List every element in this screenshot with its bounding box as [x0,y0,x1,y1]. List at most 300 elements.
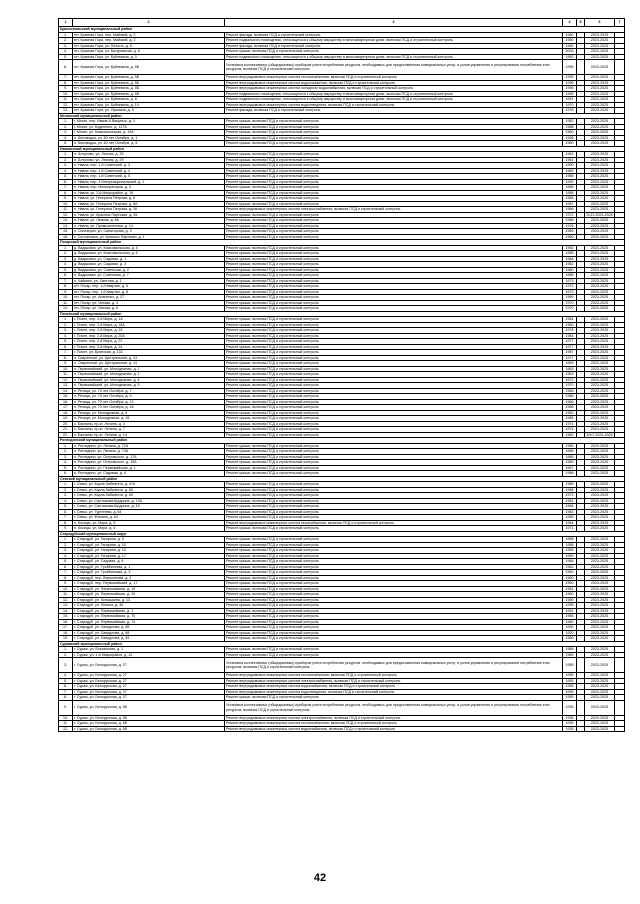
year-cell: 1980 [563,619,577,625]
address-cell: пгт. Красная Гора, ул. Буйневича, д. 8 [73,97,225,103]
row-number-cell: 3. [59,548,73,554]
address-cell: с. Салтановка, ул. Красных Партизан, д. 1 [73,234,225,240]
year-cell: 1985 [563,416,577,422]
period-cell: 2023-2025 [585,339,615,345]
work-type-cell: Ремонт крыши, включая ПСД и строительный контроль [225,185,563,191]
period-cell: 2023-2025 [585,218,615,224]
address-cell: п. Первомайский, ул. Молодежная, д. 5 [73,383,225,389]
work-type-cell: Ремонт крыши, включая ПСД и строительный контроль [225,570,563,576]
address-cell: п. Косицы, ул. Мира, д. 6 [73,526,225,532]
section-title: Суражский муниципальный район [59,641,625,647]
period-cell: 2023-2025 [585,278,615,284]
year-cell: 1958 [563,135,577,141]
row-number-cell: 14. [59,223,73,229]
address-cell: пгт. Красная Гора, пер. Майский, д. 2 [73,38,225,44]
section-title: Краснопольский муниципальный район [59,27,625,33]
row-number-cell: 7. [59,350,73,356]
table-row [59,726,625,732]
row-number-cell: 5. [59,141,73,147]
year-cell: 1965 [563,388,577,394]
row-number-cell: 18. [59,630,73,636]
period-cell: 2023-2025 [585,726,615,732]
row-number-cell: 10. [59,366,73,372]
work-type-cell: Ремонт крыши, включая ПСД и строительный контроль [225,174,563,180]
work-type-cell: Ремонт крыши, включая ПСД и строительный контроль [225,564,563,570]
period-cell: 2023-2025 [585,179,615,185]
address-cell: г. Стародуб, ул. Первомайская, д. 70 [73,614,225,620]
address-cell: г. Почеп, пер. 2-й Мира, д. 18А [73,322,225,328]
row-number-cell: 3. [59,43,73,49]
year-cell: 1973 [563,289,577,295]
period-cell: 2023-2025 [585,460,615,466]
period-cell: 2023-2025 [585,207,615,213]
address-cell: п. Навля, пер. 1-й Советский, д. 5 [73,174,225,180]
year-cell: 1970 [563,306,577,312]
period-cell: 2023-2025 [585,608,615,614]
year-cell: 1985 [563,251,577,257]
row-number-cell: 1. [59,152,73,158]
address-cell: г. Стародуб, ул. Колышкина, д. 13 [73,597,225,603]
address-cell: п. Алтухово, ул. Лесная, д. 25 [73,152,225,158]
year-cell: 1988 [563,487,577,493]
year-cell: 1984 [563,333,577,339]
address-cell: г. Стародуб, ул. Свердлова, д. 49 [73,636,225,642]
period-cell: 2023-2025 [585,284,615,290]
work-type-cell: Ремонт подвального помещения, относящегося к общему имуществу в многоквартирном доме, включая ПСД и строительный контроль [225,97,563,103]
work-type-cell: Ремонт крыши, включая ПСД и строительный контроль [225,339,563,345]
work-type-cell: Ремонт крыши, включая ПСД и строительный контроль [225,196,563,202]
header-cell: 6 [585,19,615,27]
address-cell: пгт. Погар, пер. 1-й Квартал, д. 8 [73,289,225,295]
work-type-cell: Ремонт крыши, включая ПСД и строительный контроль [225,218,563,224]
address-cell: г. Стародуб, ул. Гагарина, д. 10 [73,542,225,548]
row-number-cell: 13. [59,218,73,224]
row-number-cell: 13. [59,603,73,609]
year-cell: 1971 [563,526,577,532]
period-cell: 2023-2025 [585,75,615,81]
row-number-cell: 6. [59,60,73,75]
address-cell: г. Сураж, ул. 1-й Микрорайон, д. 12 [73,652,225,658]
period-cell: 2023-2025 [585,498,615,504]
period-cell: 2023-2025 [585,520,615,526]
address-cell: г. Стародуб, ул. Свердлова, д. 86 [73,625,225,631]
year-cell: 1982 [563,262,577,268]
year-cell: 1972 [563,284,577,290]
address-cell: пгт. Красная Гора, ул. Буйневича, д. 5Б [73,80,225,86]
work-type-cell: Ремонт крыши, включая ПСД и строительный контроль [225,223,563,229]
row-number-cell: 10. [59,91,73,97]
address-cell: г. Стародуб, ул. Первомайская, д. 1 [73,608,225,614]
period-cell: 2023-2025 [585,465,615,471]
header-cell: 7 [615,19,625,27]
work-type-cell: Ремонт внутридомовых инженерных систем водоснабжения, включая ПСД и строительный контроль [225,684,563,690]
work-type-cell: Ремонт крыши, включая ПСД и строительный контроль [225,575,563,581]
period-cell: 2023-2025 [585,317,615,323]
row-number-cell: 2. [59,322,73,328]
period-cell: 2023-2025 [585,196,615,202]
work-type-cell: Ремонт крыши, включая ПСД и строительный контроль [225,427,563,433]
row-number-cell: 21. [59,427,73,433]
year-cell: 1980 [563,432,577,438]
row-number-cell: 12. [59,597,73,603]
period-cell: 2023-2025 [585,625,615,631]
year-cell: 1989 [563,168,577,174]
address-cell: г. Стародуб, ул. Ленина, д. 35 [73,603,225,609]
work-type-cell: Ремонт крыши, включая ПСД и строительный контроль [225,361,563,367]
period-cell: 2023-2025 [585,509,615,515]
year-cell: 1955 [563,658,577,673]
work-type-cell: Ремонт крыши, включая ПСД и строительный контроль [225,289,563,295]
year-cell: 1982 [563,119,577,125]
year-cell: 1960 [563,581,577,587]
section-title: Мглинский муниципальный район [59,113,625,119]
year-cell: 1995 [563,91,577,97]
address-cell: г. Сураж, ул. Белорусская, д. 58 [73,715,225,721]
year-cell: 1989 [563,229,577,235]
row-number-cell: 8. [59,355,73,361]
work-type-cell: Ремонт внутридомовых инженерных систем теплоснабжения, включая ПСД и строительный контроль [225,75,563,81]
period-cell: 2023-2025 [585,38,615,44]
row-number-cell: 9. [59,361,73,367]
period-cell: 2023-2025 [585,174,615,180]
row-number-cell: 6. [59,471,73,477]
year-cell: 1963 [563,372,577,378]
period-cell: 2023-2025 [585,603,615,609]
work-type-cell: Ремонт крыши, включая ПСД и строительный контроль [225,399,563,405]
row-number-cell: 8. [59,284,73,290]
work-type-cell: Ремонт крыши, включая ПСД и строительный контроль [225,586,563,592]
period-cell: 2023-2025 [585,658,615,673]
address-cell: пгт. Красная Гора, ул. Батуровская, д. 6 [73,49,225,55]
year-cell: 1984 [563,196,577,202]
address-cell: пгт. Погар, ул. Чехова, д. 4 [73,300,225,306]
address-cell: п. Речица, ул. 70 лет Октября, д. 9 [73,394,225,400]
period-cell: 2023-2025 [585,234,615,240]
row-number-cell: 7. [59,515,73,521]
period-cell: 2023-2025 [585,333,615,339]
work-type-cell: Ремонт крыши, включая ПСД и строительный контроль [225,509,563,515]
period-cell: 2023-2025 [585,559,615,565]
work-type-cell: Ремонт крыши, включая ПСД и строительный контроль [225,608,563,614]
address-cell: г. Стародуб, ул. Гагарина, д. 9 [73,537,225,543]
address-cell: п. Рогнедино, ул. Островского, д. 17А [73,454,225,460]
period-cell: 2023-2025 [585,306,615,312]
work-type-cell: Ремонт крыши, включая ПСД и строительный контроль [225,647,563,653]
row-number-cell: 12. [59,212,73,218]
period-cell: 2023-2025 [585,689,615,695]
work-type-cell: Установка коллективных (общедомовых) приборов учета потребления ресурсов, необходимых для предоставления коммунальных услуг, и узлов управления и регулирования потребления этих ресурсов, включая ПСД и строительный контроль [225,658,563,673]
row-number-cell: 3. [59,163,73,169]
row-number-cell: 11. [59,721,73,727]
work-type-cell: Ремонт крыши, включая ПСД и строительный контроль [225,416,563,422]
period-cell: 2023-2025 [585,597,615,603]
row-number-cell: 1. [59,482,73,488]
year-cell: 1989 [563,597,577,603]
period-cell: 2023-2025 [585,163,615,169]
row-number-cell: 11. [59,372,73,378]
address-cell: п. Навля, пер. 1-й Советский, д. 4 [73,168,225,174]
period-cell: 2023-2025 [585,361,615,367]
empty-cell [577,726,585,732]
year-cell: 1965 [563,454,577,460]
section-title: Рогнединский муниципальный район [59,438,625,444]
row-number-cell: 12. [59,102,73,108]
header-cell: 2 [73,19,225,27]
period-cell: 2023-2025 [585,542,615,548]
period-cell: 2023-2025 [585,553,615,559]
work-type-cell: Ремонт крыши, включая ПСД и строительный контроль [225,234,563,240]
period-cell: 2023-2025 [585,673,615,679]
row-number-cell: 2. [59,652,73,658]
row-number-cell: 2. [59,157,73,163]
address-cell: д. Вадьковка, ул. Комсомольская, д. 6 [73,251,225,257]
period-cell: 2023-2025 [585,427,615,433]
year-cell: 1991 [563,97,577,103]
work-type-cell: Ремонт крыши, включая ПСД и строительный контроль [225,597,563,603]
address-cell: д. Вадьковка, ул. Советская, д. 2 [73,267,225,273]
work-type-cell: Ремонт крыши, включая ПСД и строительный контроль [225,190,563,196]
work-type-cell: Ремонт крыши, включая ПСД и строительный контроль [225,592,563,598]
period-cell: 2023-2025 [585,647,615,653]
year-cell: 1982 [563,43,577,49]
period-cell: 2023-2025 [585,652,615,658]
work-type-cell: Ремонт крыши, включая ПСД и строительный контроль [225,295,563,301]
work-type-cell: Ремонт внутридомовых инженерных систем газоснабжения, включая ПСД и строительный контроль [225,520,563,526]
row-number-cell: 12. [59,306,73,312]
period-cell: 2023-2025 [585,410,615,416]
work-type-cell: Ремонт крыши, включая ПСД и строительный контроль [225,201,563,207]
work-type-cell: Ремонт крыши, включая ПСД и строительный контроль [225,432,563,438]
work-type-cell: Ремонт крыши, включая ПСД и строительный контроль [225,267,563,273]
address-cell: г. Почеп, пер. 2-й Мира, д. 24 [73,344,225,350]
period-cell: 2023-2025 [585,328,615,334]
period-cell: 2023-2025 [585,273,615,279]
row-number-cell: 1. [59,119,73,125]
year-cell: 1966 [563,449,577,455]
address-cell: п. Навля, ул. Красных Партизан, д. 26 [73,212,225,218]
address-cell: г. Мглин, ул. Буденного, д. 127А [73,124,225,130]
period-cell: 2023-2025 [585,399,615,405]
period-cell: 2023-2025 [585,482,615,488]
address-cell: п. Рогнедино, ул. Островского, д. 19А [73,460,225,466]
row-number-cell: 19. [59,416,73,422]
row-number-cell: 1. [59,647,73,653]
period-cell: 2023-2025 [585,49,615,55]
work-type-cell: Ремонт крыши, включая ПСД и строительный контроль [225,317,563,323]
year-cell: 1970 [563,102,577,108]
work-type-cell: Ремонт внутридомовых инженерных систем теплоснабжения, включая ПСД и строительный контроль [225,673,563,679]
work-type-cell: Ремонт крыши, включая ПСД и строительный контроль [225,388,563,394]
work-type-cell: Ремонт внутридомовых инженерных систем водоснабжения, включая ПСД и строительный контроль [225,80,563,86]
period-cell: 2023-2025 [585,537,615,543]
row-number-cell: 5. [59,267,73,273]
row-number-cell: 9. [59,86,73,92]
period-cell: 2023-2025 [585,86,615,92]
period-cell: 2023-2025 [585,201,615,207]
year-cell: 1977 [563,339,577,345]
work-type-cell: Ремонт крыши, включая ПСД и строительный контроль [225,537,563,543]
year-cell: 1982 [563,570,577,576]
year-cell: 1981 [563,586,577,592]
row-number-cell: 16. [59,619,73,625]
work-type-cell: Ремонт крыши, включая ПСД и строительный контроль [225,377,563,383]
period-cell: 2023-2025 [585,256,615,262]
year-cell: 1982 [563,32,577,38]
year-cell: 1995 [563,60,577,75]
year-cell: 1960 [563,592,577,598]
row-number-cell: 6. [59,564,73,570]
section-title: Стародубский муниципальный округ [59,531,625,537]
period-cell: 2023-2025 [585,575,615,581]
year-cell: 1978 [563,328,577,334]
work-type-cell: Ремонт внутридомовых инженерных систем холодного водоснабжения, включая ПСД и строительный контроль [225,86,563,92]
work-type-cell: Ремонт крыши, включая ПСД и строительный контроль [225,251,563,257]
year-cell: 1986 [563,185,577,191]
period-cell: 2023-2025 [585,355,615,361]
year-cell: 1985 [563,190,577,196]
row-number-cell: 3. [59,454,73,460]
address-cell: п. Первомайский, ул. Молодежная, д. 2 [73,372,225,378]
period-cell: 2023-2025 [585,80,615,86]
work-type-cell: Ремонт крыши, включая ПСД и строительный контроль [225,179,563,185]
address-cell: п. Рогнедино, ул. Ленина, д. 72А [73,443,225,449]
address-cell: д. Вадьковка, ул. Садовая, д. 3 [73,262,225,268]
year-cell: 1962 [563,564,577,570]
period-cell: 2023-2025 [585,515,615,521]
period-cell: 2023-2025 [585,168,615,174]
row-number-cell: 5. [59,504,73,510]
row-number-cell: 5. [59,174,73,180]
row-number-cell: 5. [59,339,73,345]
section-title: Почепский муниципальный район [59,311,625,317]
year-cell: 1965 [563,394,577,400]
period-cell: 2023-2025 [585,262,615,268]
work-type-cell: Ремонт крыши, включая ПСД и строительный контроль [225,449,563,455]
row-number-cell: 6. [59,344,73,350]
work-type-cell: Ремонт крыши, включая ПСД и строительный контроль [225,465,563,471]
period-cell: 2023-2025 [585,130,615,136]
period-cell: 2023-2025 [585,454,615,460]
year-cell: 1984 [563,504,577,510]
address-cell: с. Бакланы, пр-кт. Ленина, д. 7 [73,427,225,433]
period-cell: 2007 2023-2025 [586,432,613,437]
address-cell: г. Стародуб, пер. Лермонтова, д. 2 [73,575,225,581]
work-type-cell: Ремонт крыши, включая ПСД и строительный контроль [225,350,563,356]
year-cell: 1984 [563,317,577,323]
row-number-cell: 7. [59,185,73,191]
row-number-cell: 11. [59,300,73,306]
row-number-cell: 12. [59,377,73,383]
row-number-cell: 14. [59,388,73,394]
row-number-cell: 4. [59,262,73,268]
work-type-cell: Ремонт крыши, включая ПСД и строительный контроль [225,333,563,339]
address-cell: п. Речица, ул. 70 лет Октября, д. 7 [73,388,225,394]
year-cell: 1972 [563,212,577,218]
period-cell: 2023-2025 [585,388,615,394]
work-type-cell: Ремонт подвального помещения, относящегося к общему имуществу в многоквартирном доме, включая ПСД и строительный контроль [225,54,563,60]
empty-cell [615,700,625,715]
address-cell: п. Речица, ул. 70 лет Октября, д. 13 [73,399,225,405]
work-type-cell: Ремонт крыши, включая ПСД и строительный контроль [225,262,563,268]
address-cell: п. Первомайский, ул. Молодежная, д. 4 [73,377,225,383]
address-cell: г. Стародуб, ул. Тройбинская, д. 1 [73,564,225,570]
row-number-cell: 1. [59,443,73,449]
work-type-cell: Ремонт крыши, включая ПСД и строительный контроль [225,542,563,548]
address-cell: г. Севск, ул. Салтыкова-Щедрина, д. 13А [73,498,225,504]
row-number-cell: 4. [59,460,73,466]
year-cell: 1995 [563,86,577,92]
row-number-cell: 7. [59,278,73,284]
row-number-cell: 4. [59,135,73,141]
address-cell: г. Сураж, ул. Белорусская, д. 27 [73,673,225,679]
year-cell: 1983 [563,509,577,515]
address-cell: п. Навля, ул. Генерала Петрова, д. 6А [73,201,225,207]
address-cell: пгт. Погар, ул. Ананенко, д. 27 [73,295,225,301]
year-cell: 1988 [563,124,577,130]
address-cell: г. Севск, ул. Тургенева, д. 64 [73,509,225,515]
work-type-cell: Ремонт крыши, включая ПСД и строительный контроль [225,355,563,361]
header-cell: 1 [59,19,73,27]
work-type-cell: Ремонт крыши, включая ПСД и строительный контроль [225,487,563,493]
year-cell: 1981 [563,498,577,504]
work-type-cell: Ремонт крыши, включая ПСД и строительный контроль [225,141,563,147]
row-number-cell: 3. [59,328,73,334]
row-number-cell: 7. [59,75,73,81]
period-cell: 2023-2025 [585,119,615,125]
year-cell: 1976 [563,223,577,229]
address-cell: г. Сураж, ул. Белорусская, д. 27 [73,678,225,684]
period-cell: 2023-2025 [585,135,615,141]
year-cell: 1987 [563,201,577,207]
work-type-cell: Ремонт крыши, включая ПСД и строительный контроль [225,504,563,510]
address-cell: г. Сураж, ул. Белорусская, д. 58 [73,700,225,715]
period-cell: 2023-2025 [585,372,615,378]
work-type-cell: Ремонт крыши, включая ПСД и строительный контроль [225,157,563,163]
year-cell: 1995 [563,75,577,81]
row-number-cell: 2. [59,251,73,257]
work-type-cell: Ремонт крыши, включая ПСД и строительный контроль [225,135,563,141]
row-number-cell: 5. [59,678,73,684]
address-cell: г. Сураж, ул. Белорусская, д. 27 [73,695,225,701]
address-cell: г. Почеп, ул. Брянская, д. 102 [73,350,225,356]
period-cell: 2023-2025 [585,102,615,108]
year-cell: 1983 [563,410,577,416]
period-cell: 2023-2025 [585,60,615,75]
work-type-cell: Ремонт крыши, включая ПСД и строительный контроль [225,152,563,158]
year-cell: 1955 [563,684,577,690]
period-cell: 2023-2025 [585,636,615,642]
row-number-cell: 4. [59,333,73,339]
row-number-cell: 8. [59,520,73,526]
work-type-cell: Ремонт крыши, включая ПСД и строительный контроль [225,229,563,235]
row-number-cell: 13. [59,108,73,114]
address-cell: г. Почеп, пер. 2-й Мира, д. 19 [73,328,225,334]
row-number-cell: 4. [59,168,73,174]
address-cell: г. Севск, ул. Салтыкова-Щедрина, д. 19 [73,504,225,510]
year-cell: 1978 [563,108,577,114]
table-row [59,700,625,715]
address-cell: д. Вадьковка, ул. Комсомольская, д. 5 [73,245,225,251]
work-type-cell: Ремонт крыши, включая ПСД и строительный контроль [225,625,563,631]
year-cell: 1972 [563,377,577,383]
year-cell: 1989 [563,482,577,488]
year-cell: 1990 [563,163,577,169]
row-number-cell: 4. [59,49,73,55]
work-type-cell: Ремонт крыши, включая ПСД и строительный контроль [225,454,563,460]
year-cell: 1991 [563,608,577,614]
address-cell: п. Рогнедино, ул. Садовая, д. 4 [73,471,225,477]
year-cell: 1968 [563,405,577,411]
